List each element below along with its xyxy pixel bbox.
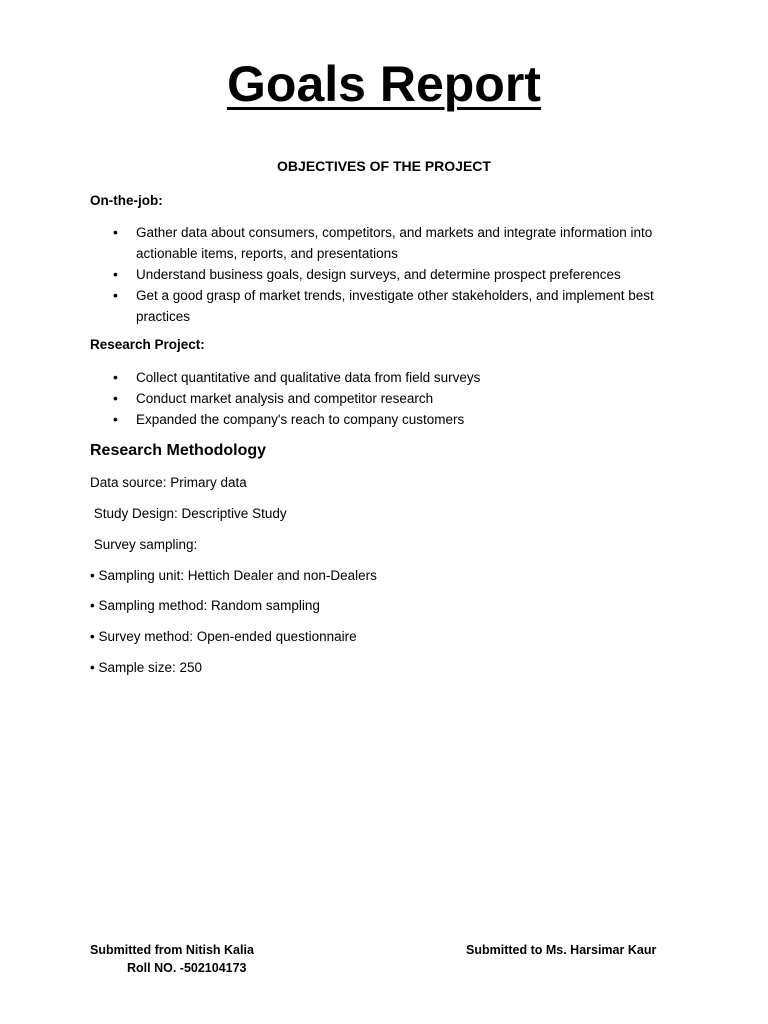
- roll-number: Roll NO. -502104173: [127, 961, 247, 975]
- submitted-to: Submitted to Ms. Harsimar Kaur: [466, 943, 657, 957]
- submitted-from: Submitted from Nitish Kalia: [90, 943, 254, 957]
- list-item: • Understand business goals, design surveys, and determine prospect preferences: [90, 264, 676, 285]
- list-item: • Get a good grasp of market trends, investigate other stakeholders, and implement best practices: [90, 285, 676, 327]
- methodology-line: Survey sampling:: [90, 537, 198, 552]
- list-item: • Expanded the company's reach to company customers: [90, 409, 676, 430]
- list-item: • Gather data about consumers, competitors, and markets and integrate information into actionable items, reports, and presentations: [90, 222, 676, 264]
- methodology-line: • Sampling method: Random sampling: [90, 598, 320, 613]
- methodology-line: • Sample size: 250: [90, 660, 203, 675]
- research-project-label: Research Project:: [90, 337, 205, 352]
- list-item: • Conduct market analysis and competitor research: [90, 388, 676, 409]
- methodology-line: • Sampling unit: Hettich Dealer and non-Dealers: [90, 568, 377, 583]
- on-the-job-label: On-the-job:: [90, 193, 163, 208]
- methodology-line: • Survey method: Open-ended questionnaire: [90, 629, 357, 644]
- methodology-line: Study Design: Descriptive Study: [90, 506, 287, 521]
- methodology-heading: Research Methodology: [90, 442, 267, 459]
- section-subtitle: OBJECTIVES OF THE PROJECT: [277, 158, 491, 174]
- list-item: • Collect quantitative and qualitative data from field surveys: [90, 367, 676, 388]
- page-title: Goals Report: [227, 56, 541, 112]
- on-the-job-list: [90, 222, 676, 327]
- methodology-line: Data source: Primary data: [90, 475, 247, 490]
- research-project-list: [90, 367, 676, 430]
